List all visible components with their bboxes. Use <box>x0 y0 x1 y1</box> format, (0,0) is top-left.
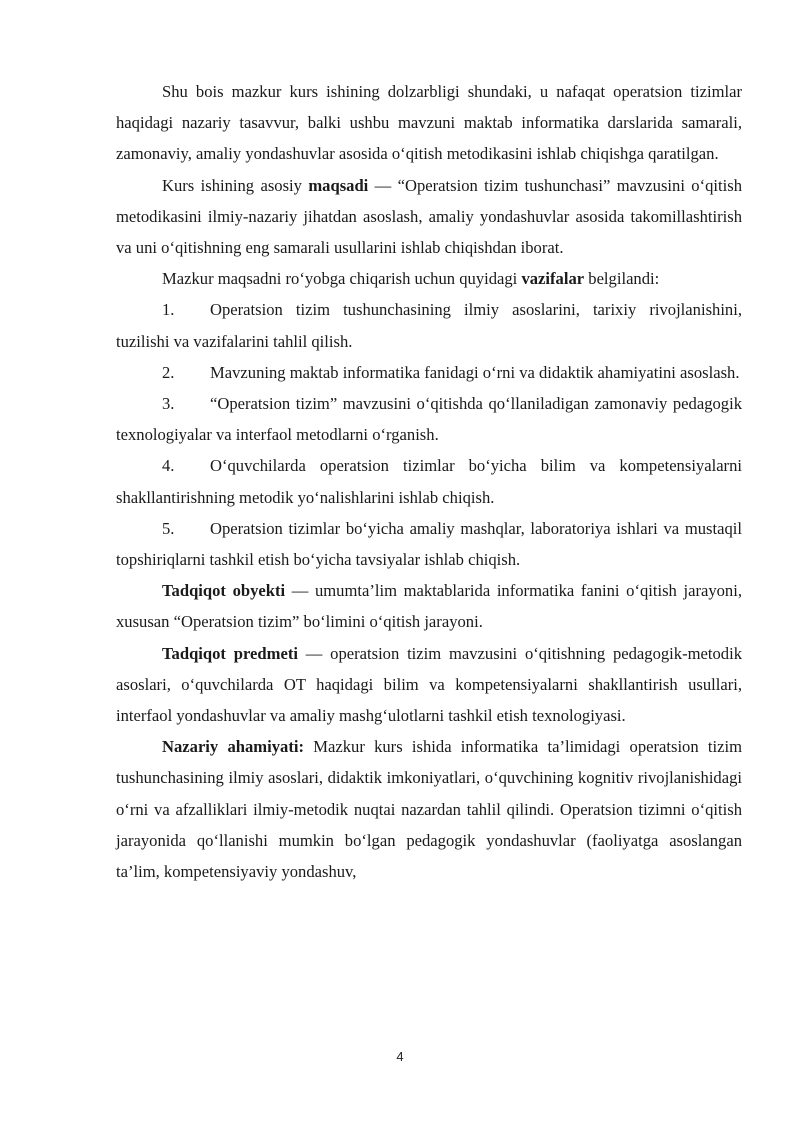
paragraph-research-object <box>116 575 742 637</box>
task-item-5 <box>116 513 742 575</box>
task-text: Operatsion tizim tushunchasining ilmiy asoslarini, tarixiy rivojlanishini, tuzilishi va vazifalarini tahlil qilish. <box>116 300 742 351</box>
task-item-1 <box>116 294 742 356</box>
paragraph-theoretical-significance <box>116 731 742 887</box>
task-text: “Operatsion tizim” mavzusini o‘qitishda qo‘llaniladigan zamonaviy pedagogik texnologiyalar va interfaol metodlarni o‘rganish. <box>116 394 742 445</box>
task-text: Operatsion tizimlar bo‘yicha amaliy mashqlar, laboratoriya ishlari va mustaqil topshiriqlarni tashkil etish bo‘yicha tavsiyalar ishlab chiqish. <box>116 518 742 570</box>
task-item-2 <box>116 357 742 388</box>
paragraph-goal <box>116 170 742 264</box>
goal-keyword: maqsadi <box>308 175 369 195</box>
paragraph-research-subject <box>116 638 742 732</box>
paragraph-tasks-intro <box>116 263 742 294</box>
tasks-intro-after: belgilandi: <box>584 269 660 289</box>
paragraph-relevance: Shu bois mazkur kurs ishining dolzarbligi shundaki, u nafaqat operatsion tizimlar haqidagi nazariy tasavvur, balki ushbu mavzuni maktab informatika darslarida samarali, zamonaviy, amaliy yondashuvlar asosida o‘qitish metodikasini ishlab chiqishga qaratilgan. <box>116 82 742 164</box>
research-subject-text: — operatsion tizim mavzusini o‘qitishning pedagogik-metodik asoslari, o‘quvchilarda OT haqidagi bilim va kompetensiyalarni shakllantirish usullari, interfaol yondashuvlar va amaliy mashg‘ulotlarni tashkil etish texnologiyasi. <box>116 643 742 726</box>
research-object-text: — umumta’lim maktablarida informatika fanini o‘qitish jarayoni, xususan “Operatsion tizim” bo‘limini o‘qitish jarayoni. <box>116 581 742 632</box>
research-object-heading: Tadqiqot obyekti <box>162 581 286 601</box>
task-item-3 <box>116 388 742 450</box>
theoretical-significance-heading: Nazariy ahamiyati: <box>162 737 304 757</box>
task-number: 2. <box>162 362 175 382</box>
research-subject-heading: Tadqiqot predmeti <box>162 643 298 663</box>
tasks-keyword: vazifalar <box>521 269 585 289</box>
task-number: 1. <box>162 300 175 320</box>
task-number: 5. <box>162 518 175 538</box>
document-page <box>116 76 742 887</box>
page-number: 4 <box>396 1049 404 1064</box>
task-text: Mavzuning maktab informatika fanidagi o‘rni va didaktik ahamiyatini asoslash. <box>210 362 740 382</box>
goal-text-before: Kurs ishining asosiy <box>162 175 309 195</box>
task-number: 4. <box>162 456 175 476</box>
goal-text-after: — “Operatsion tizim tushunchasi” mavzusini o‘qitish metodikasini ilmiy-nazariy jihatdan asoslash, amaliy yondashuvlar asosida takomillashtirish va uni o‘qitishning eng samarali usullarini ishlab chiqishdan iborat. <box>116 175 743 258</box>
task-item-4 <box>116 450 742 512</box>
theoretical-significance-text: Mazkur kurs ishida informatika ta’limidagi operatsion tizim tushunchasining ilmiy asoslari, didaktik imkoniyatlari, o‘quvchining kognitiv rivojlanishidagi o‘rni va afzalliklari ilmiy-metodik nuqtai nazardan tahlil qilindi. Operatsion tizimni o‘qitish jarayonida qo‘llanishi mumkin bo‘lgan pedagogik yondashuvlar (faoliyatga asoslangan ta’lim, kompetensiyaviy yondashuv, <box>116 737 742 882</box>
task-text: O‘quvchilarda operatsion tizimlar bo‘yicha bilim va kompetensiyalarni shakllantirishning metodik yo‘nalishlarini ishlab chiqish. <box>116 456 742 507</box>
task-number: 3. <box>162 394 175 414</box>
tasks-intro-before: Mazkur maqsadni ro‘yobga chiqarish uchun quyidagi <box>162 269 522 289</box>
